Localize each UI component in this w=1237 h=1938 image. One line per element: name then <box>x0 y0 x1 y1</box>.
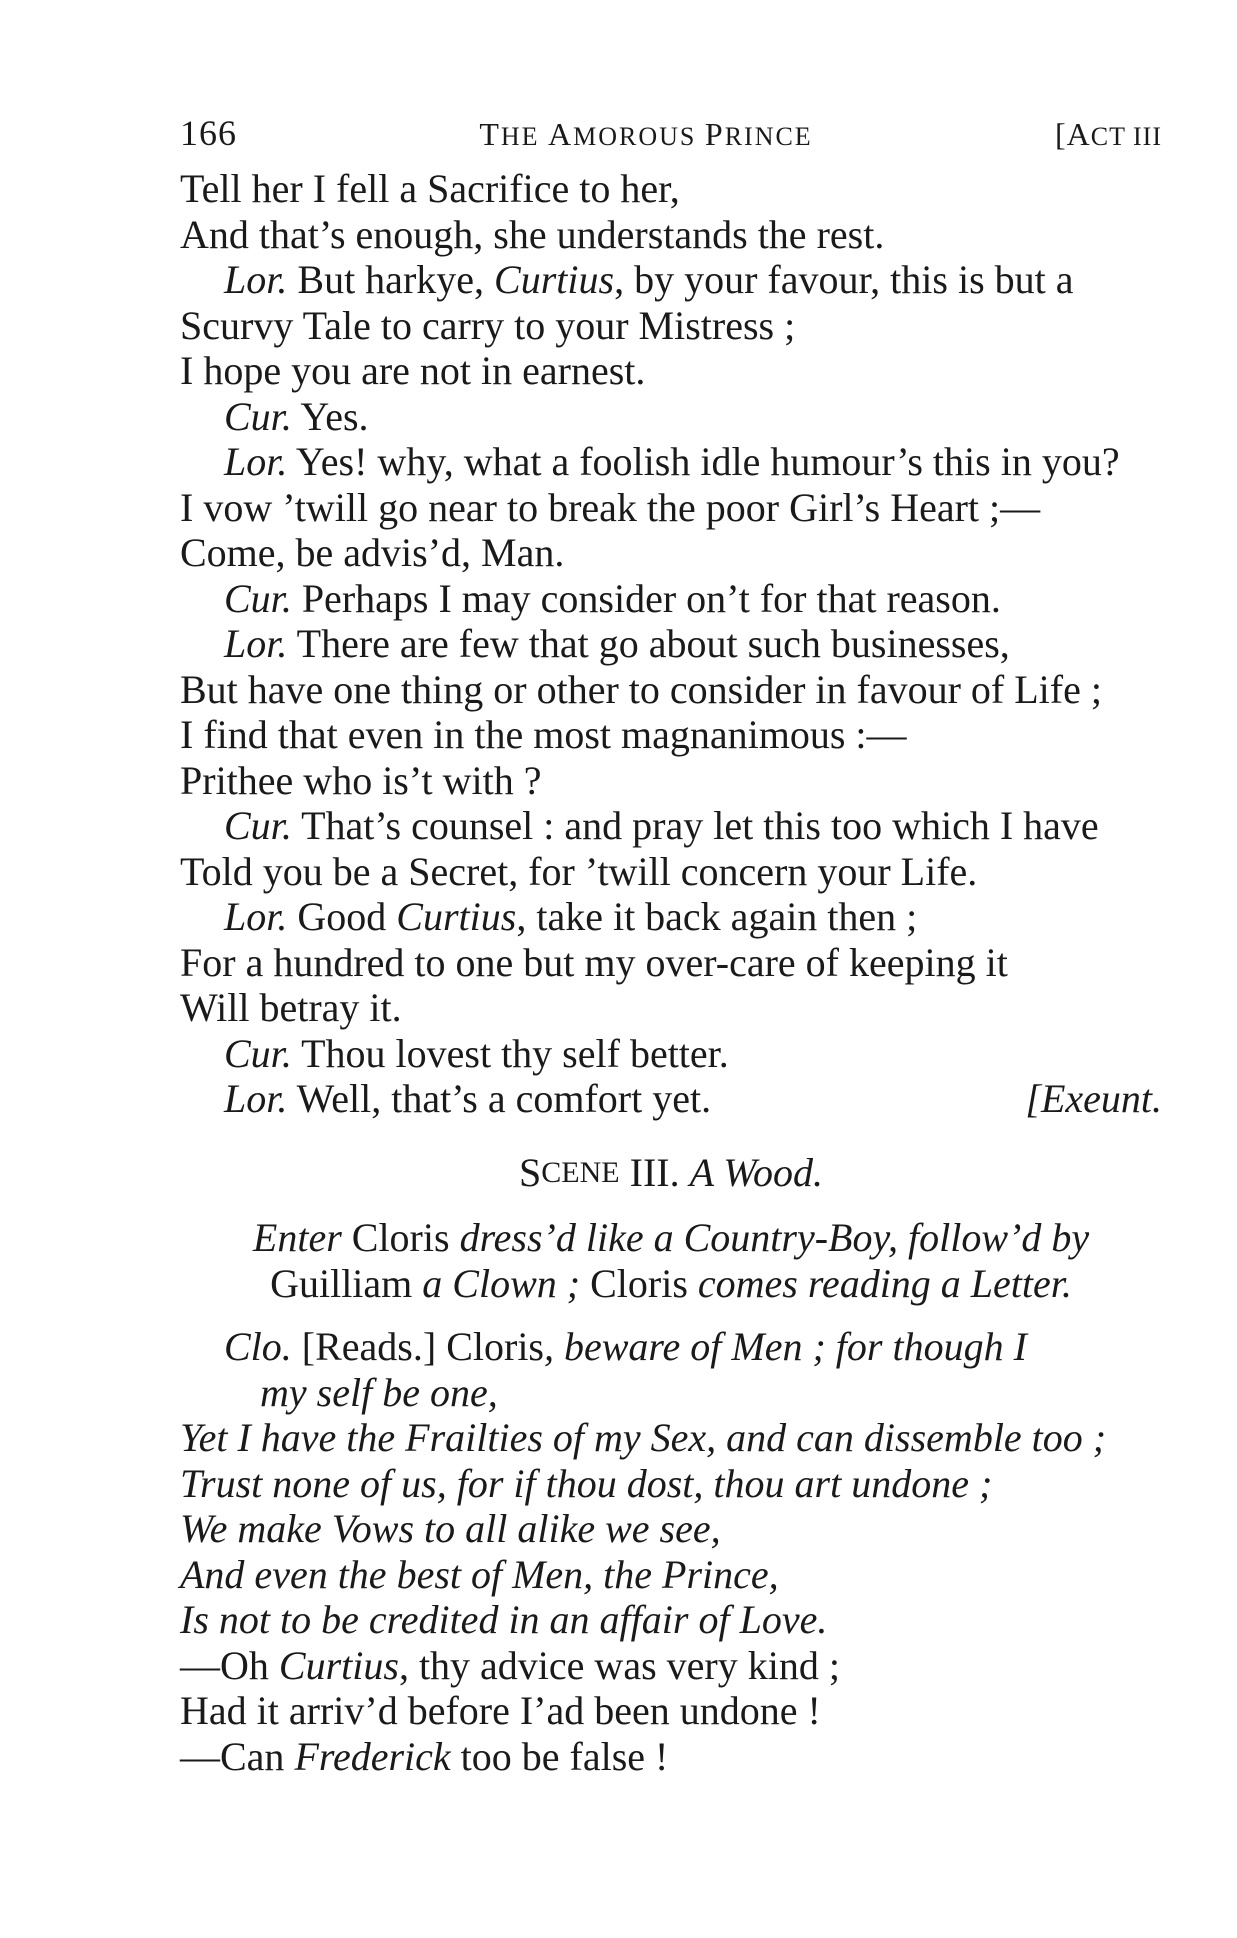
letter-line: And even the best of Men, the Prince, <box>180 1551 779 1597</box>
verse-line: Prithee who is’t with ? <box>180 757 542 803</box>
speaker-name: Clo. <box>224 1324 292 1369</box>
running-header <box>180 112 1162 154</box>
act-marker: [ACT III <box>1055 116 1162 152</box>
verse-line: Come, be advis’d, Man. <box>180 530 565 575</box>
letter-line: Trust none of us, for if thou dost, thou art undone ; <box>180 1460 993 1506</box>
page-number: 166 <box>180 113 237 153</box>
dialogue-line: Cur. Yes. <box>224 393 369 439</box>
letter-line: Clo. [Reads.] Cloris , beware of Men ; for though I <box>224 1324 1027 1369</box>
dialogue-line: Lor. But harkye, Curtius , by your favour, this is but a <box>224 257 1074 302</box>
speaker-name: Lor. <box>224 439 288 484</box>
letter-line: Yet I have the Frailties of my Sex, and can dissemble too ; <box>180 1415 1107 1460</box>
verse-line: Had it arriv’d before I’ad been undone ! <box>180 1688 821 1733</box>
dialogue-line: Lor. There are few that go about such businesses, <box>224 621 1010 666</box>
verse-line: —Can Frederick too be false ! <box>180 1733 669 1779</box>
speaker-name: Lor. <box>224 257 288 302</box>
letter-line: Is not to be credited in an affair of Love. <box>180 1597 828 1642</box>
verse-line: For a hundred to one but my over-care of keeping it <box>180 939 1008 985</box>
dialogue-line: Lor. Yes! why, what a foolish idle humour’s this in you? <box>224 439 1120 484</box>
speaker-name: Lor. <box>224 894 288 939</box>
verse-line: —Oh Curtius , thy advice was very kind ; <box>180 1642 840 1688</box>
dialogue-line: Cur. Perhaps I may consider on’t for that reason. <box>224 575 1001 621</box>
verse-line: Will betray it. <box>180 985 402 1030</box>
verse-line: Scurvy Tale to carry to your Mistress ; <box>180 302 796 348</box>
stage-exit: [Exeunt. <box>1025 1076 1162 1121</box>
verse-line: Tell her I fell a Sacrifice to her, <box>180 166 680 211</box>
page-body <box>180 166 1162 1779</box>
letter-line: my self be one, <box>260 1369 498 1415</box>
verse-line: I find that even in the most magnanimous :— <box>180 712 907 757</box>
speaker-name: Lor. <box>224 1076 288 1121</box>
stage-direction: Enter Cloris dress’d like a Country-Boy, follow’d by <box>252 1215 1090 1260</box>
verse-line: And that’s enough, she understands the rest. <box>180 211 885 257</box>
verse-line: But have one thing or other to consider in favour of Life ; <box>180 666 1102 712</box>
speaker-name: Cur. <box>224 393 292 439</box>
running-title: THE AMOROUS PRINCE <box>479 116 813 152</box>
dialogue-line: Cur. Thou lovest thy self better. <box>224 1030 729 1076</box>
dialogue-line: Lor. Well, that’s a comfort yet. [Exeunt. <box>224 1076 1162 1121</box>
speaker-name: Cur. <box>224 803 292 848</box>
speaker-name: Cur. <box>224 1030 292 1076</box>
stage-direction: Guilliam a Clown ; Cloris comes reading a Letter. <box>270 1260 1072 1306</box>
scene-heading: S CENE III. A Wood. <box>519 1149 823 1195</box>
dialogue-line: Cur. That’s counsel : and pray let this too which I have <box>224 803 1099 848</box>
speaker-name: Lor. <box>224 621 288 666</box>
letter-line: We make Vows to all alike we see, <box>180 1506 721 1551</box>
verse-line: I vow ’twill go near to break the poor Girl’s Heart ;— <box>180 484 1041 530</box>
dialogue-line: Lor. Good Curtius , take it back again then ; <box>224 894 918 939</box>
speaker-name: Cur. <box>224 575 292 621</box>
verse-line: Told you be a Secret, for ’twill concern your Life. <box>180 848 978 894</box>
verse-line: I hope you are not in earnest. <box>180 348 646 393</box>
